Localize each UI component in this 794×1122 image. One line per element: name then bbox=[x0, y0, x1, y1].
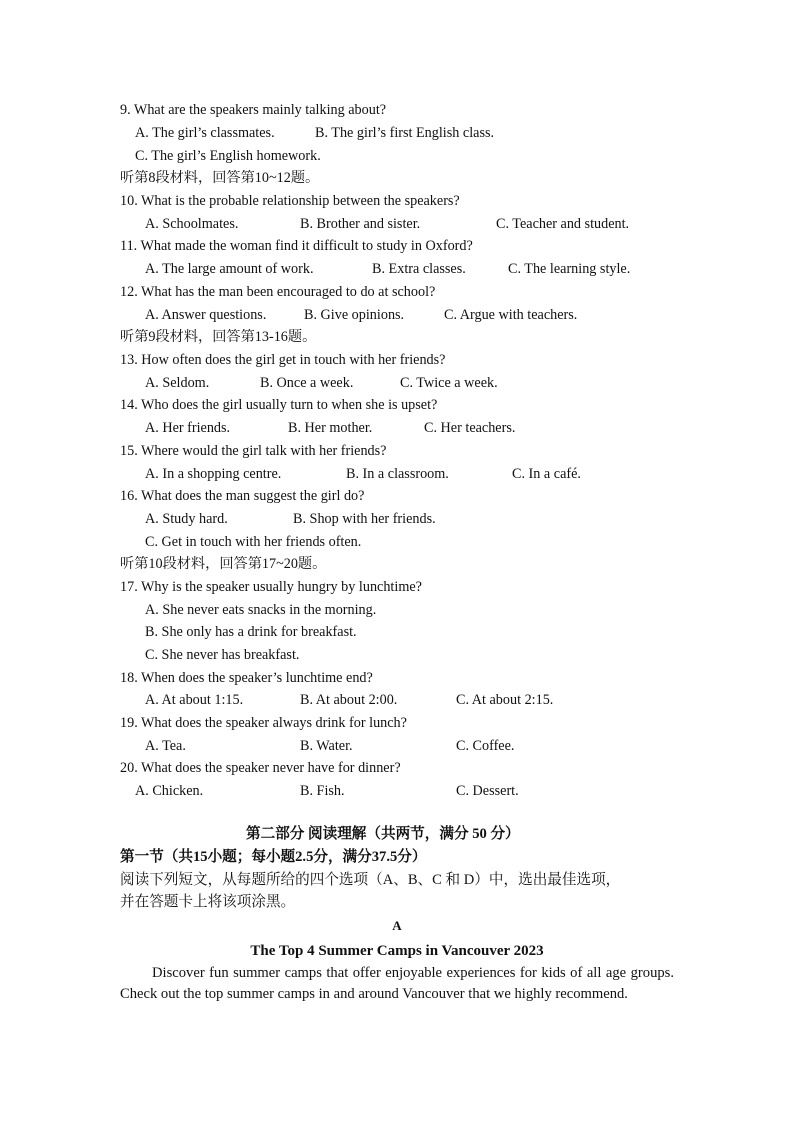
question-12-option-b: B. Give opinions. bbox=[304, 307, 405, 323]
question-11-option-c: C. The learning style. bbox=[508, 261, 631, 277]
question-16-option-b: B. Shop with her friends. bbox=[293, 511, 436, 527]
question-9-stem: 9. What are the speakers mainly talking about? bbox=[120, 102, 387, 118]
question-15-option-b: B. In a classroom. bbox=[346, 466, 449, 482]
question-14-option-c: C. Her teachers. bbox=[424, 420, 516, 436]
question-18-option-c: C. At about 2:15. bbox=[456, 692, 554, 708]
section-one-title: 第一节（共15小题；每小题2.5分，满分37.5分） bbox=[120, 849, 427, 865]
question-10-option-c: C. Teacher and student. bbox=[496, 216, 630, 232]
question-19-option-c: C. Coffee. bbox=[456, 738, 515, 754]
question-17-option-a: A. She never eats snacks in the morning. bbox=[145, 602, 377, 618]
question-11-option-b: B. Extra classes. bbox=[372, 261, 466, 277]
question-20-option-a: A. Chicken. bbox=[135, 783, 204, 799]
passage-title: The Top 4 Summer Camps in Vancouver 2023 bbox=[250, 943, 544, 959]
passage-label: A bbox=[392, 918, 402, 933]
reading-instructions-line-1: 阅读下列短文，从每题所给的四个选项（A、B、C 和 D）中，选出最佳选项， bbox=[120, 872, 621, 888]
question-14-option-b: B. Her mother. bbox=[288, 420, 373, 436]
question-13-option-a: A. Seldom. bbox=[145, 375, 210, 391]
question-12-stem: 12. What has the man been encouraged to do at school? bbox=[120, 284, 436, 300]
question-13-stem: 13. How often does the girl get in touch with her friends? bbox=[120, 352, 446, 368]
question-19-option-a: A. Tea. bbox=[145, 738, 186, 754]
question-13-option-b: B. Once a week. bbox=[260, 375, 354, 391]
section-8-instruction: 听第8段材料，回答第10~12题。 bbox=[120, 170, 320, 186]
question-14-option-a: A. Her friends. bbox=[145, 420, 231, 436]
question-15-option-a: A. In a shopping centre. bbox=[145, 466, 282, 482]
question-20-option-b: B. Fish. bbox=[300, 783, 345, 799]
reading-instructions-line-2: 并在答题卡上将该项涂黑。 bbox=[120, 894, 296, 910]
question-11-option-a: A. The large amount of work. bbox=[145, 261, 314, 277]
question-17-stem: 17. Why is the speaker usually hungry by lunchtime? bbox=[120, 579, 422, 595]
question-18-stem: 18. When does the speaker’s lunchtime end? bbox=[120, 670, 373, 686]
question-9-option-b: B. The girl’s first English class. bbox=[315, 125, 495, 141]
passage-paragraph: Discover fun summer camps that offer enjoyable experiences for kids of all age groups. Check out the top summer camps in and around Vancouver that we highly recommend. bbox=[120, 965, 674, 1002]
question-18-option-a: A. At about 1:15. bbox=[145, 692, 244, 708]
question-16-option-a: A. Study hard. bbox=[145, 511, 228, 527]
question-20-option-c: C. Dessert. bbox=[456, 783, 519, 799]
section-9-instruction: 听第9段材料，回答第13-16题。 bbox=[120, 329, 317, 345]
question-16-stem: 16. What does the man suggest the girl do? bbox=[120, 488, 365, 504]
question-20-stem: 20. What does the speaker never have for dinner? bbox=[120, 760, 401, 776]
question-11-stem: 11. What made the woman find it difficult to study in Oxford? bbox=[120, 238, 473, 254]
question-13-option-c: C. Twice a week. bbox=[400, 375, 498, 391]
question-15-option-c: C. In a café. bbox=[512, 466, 581, 482]
question-10-option-b: B. Brother and sister. bbox=[300, 216, 421, 232]
question-15-stem: 15. Where would the girl talk with her friends? bbox=[120, 443, 387, 459]
question-10-stem: 10. What is the probable relationship between the speakers? bbox=[120, 193, 460, 209]
question-9-option-a: A. The girl’s classmates. bbox=[135, 125, 275, 141]
section-10-instruction: 听第10段材料，回答第17~20题。 bbox=[120, 556, 327, 572]
part-two-title: 第二部分 阅读理解（共两节，满分 50 分） bbox=[246, 826, 520, 842]
question-19-stem: 19. What does the speaker always drink for lunch? bbox=[120, 715, 407, 731]
question-12-option-c: C. Argue with teachers. bbox=[444, 307, 578, 323]
question-14-stem: 14. Who does the girl usually turn to when she is upset? bbox=[120, 397, 438, 413]
question-10-option-a: A. Schoolmates. bbox=[145, 216, 239, 232]
question-17-option-c: C. She never has breakfast. bbox=[145, 647, 300, 663]
question-17-option-b: B. She only has a drink for breakfast. bbox=[145, 624, 357, 640]
question-12-option-a: A. Answer questions. bbox=[145, 307, 267, 323]
question-18-option-b: B. At about 2:00. bbox=[300, 692, 398, 708]
question-19-option-b: B. Water. bbox=[300, 738, 353, 754]
question-16-option-c: C. Get in touch with her friends often. bbox=[145, 534, 362, 550]
question-9-option-c: C. The girl’s English homework. bbox=[135, 148, 321, 164]
